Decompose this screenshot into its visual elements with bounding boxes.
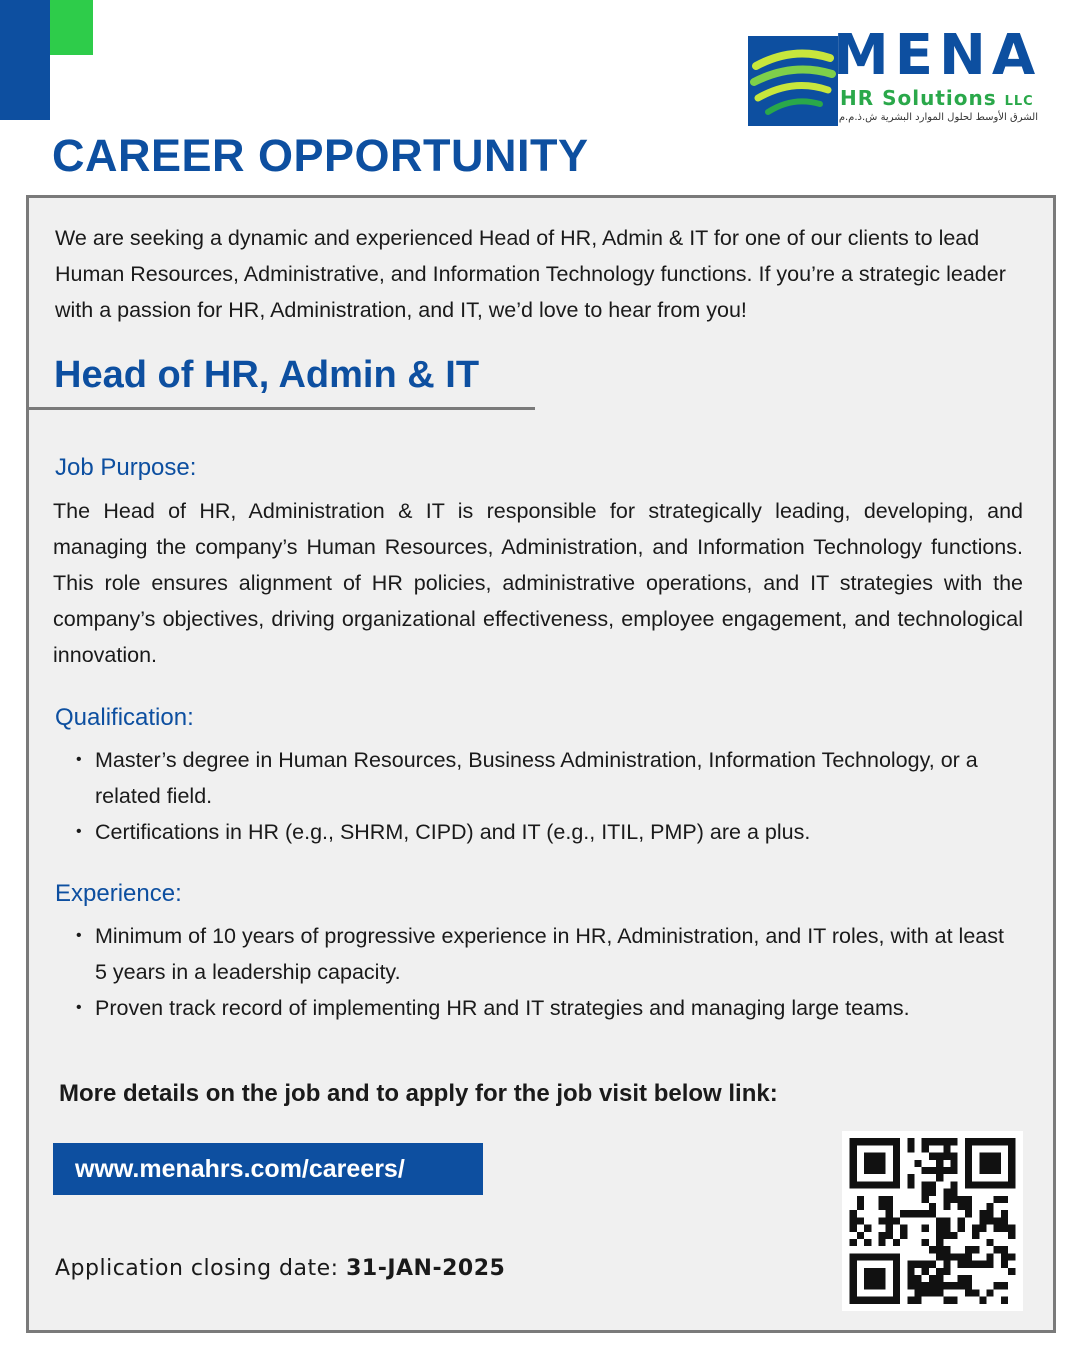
corner-accent-blue bbox=[0, 0, 50, 120]
job-title: Head of HR, Admin & IT bbox=[54, 354, 480, 396]
closing-date-value: 31-JAN-2025 bbox=[346, 1256, 506, 1281]
careers-link[interactable]: www.menahrs.com/careers/ bbox=[53, 1143, 483, 1195]
list-item: • Proven track record of implementing HR and IT strategies and managing large teams. bbox=[69, 990, 1009, 1026]
qualification-list bbox=[69, 742, 1009, 850]
intro-paragraph: We are seeking a dynamic and experienced Head of HR, Admin & IT for one of our clients to lead Human Resources, Administrative, and Information Technology functions. If you’re a strategic leader with a passion for HR, Administration, and IT, we’d love to hear from you! bbox=[55, 226, 1006, 322]
apply-instructions: More details on the job and to apply for the job visit below link: bbox=[59, 1080, 778, 1107]
logo-subtitle bbox=[840, 88, 1034, 108]
experience-heading: Experience: bbox=[55, 880, 182, 907]
experience-list bbox=[69, 918, 1009, 1026]
list-item: • Master’s degree in Human Resources, Business Administration, Information Technology, or a related field. bbox=[69, 742, 1009, 814]
logo-arabic-name: الشرق الأوسط لحلول الموارد البشرية ش.ذ.م.م bbox=[838, 112, 1038, 123]
qr-code-icon[interactable] bbox=[842, 1131, 1023, 1311]
list-item: • Certifications in HR (e.g., SHRM, CIPD) and IT (e.g., ITIL, PMP) are a plus. bbox=[69, 814, 1009, 850]
list-item: • Minimum of 10 years of progressive experience in HR, Administration, and IT roles, with at least 5 years in a leadership capacity. bbox=[69, 918, 1009, 990]
closing-date-label: Application closing date: bbox=[55, 1256, 339, 1281]
job-title-underline bbox=[29, 407, 535, 410]
logo-suffix: LLC bbox=[1004, 94, 1034, 109]
job-purpose-heading: Job Purpose: bbox=[55, 454, 197, 481]
job-card bbox=[26, 195, 1056, 1333]
page-title: CAREER OPPORTUNITY bbox=[52, 130, 589, 181]
job-purpose-text: The Head of HR, Administration & IT is responsible for strategically leading, developing, and managing the company’s Human Resources, Administration, and Information Technology functions. This role ensures alignment of HR policies, administrative operations, and IT strategies with the company’s objectives, driving organizational effectiveness, employee engagement, and technological innovation. bbox=[53, 499, 1023, 667]
globe-logo-icon bbox=[748, 36, 838, 126]
logo-wordmark: MENA bbox=[833, 23, 1042, 88]
company-logo bbox=[748, 23, 1048, 128]
closing-date bbox=[55, 1258, 505, 1280]
qualification-heading: Qualification: bbox=[55, 704, 194, 731]
logo-subtitle-text: HR Solutions bbox=[840, 86, 997, 110]
corner-accent-green bbox=[50, 0, 93, 55]
